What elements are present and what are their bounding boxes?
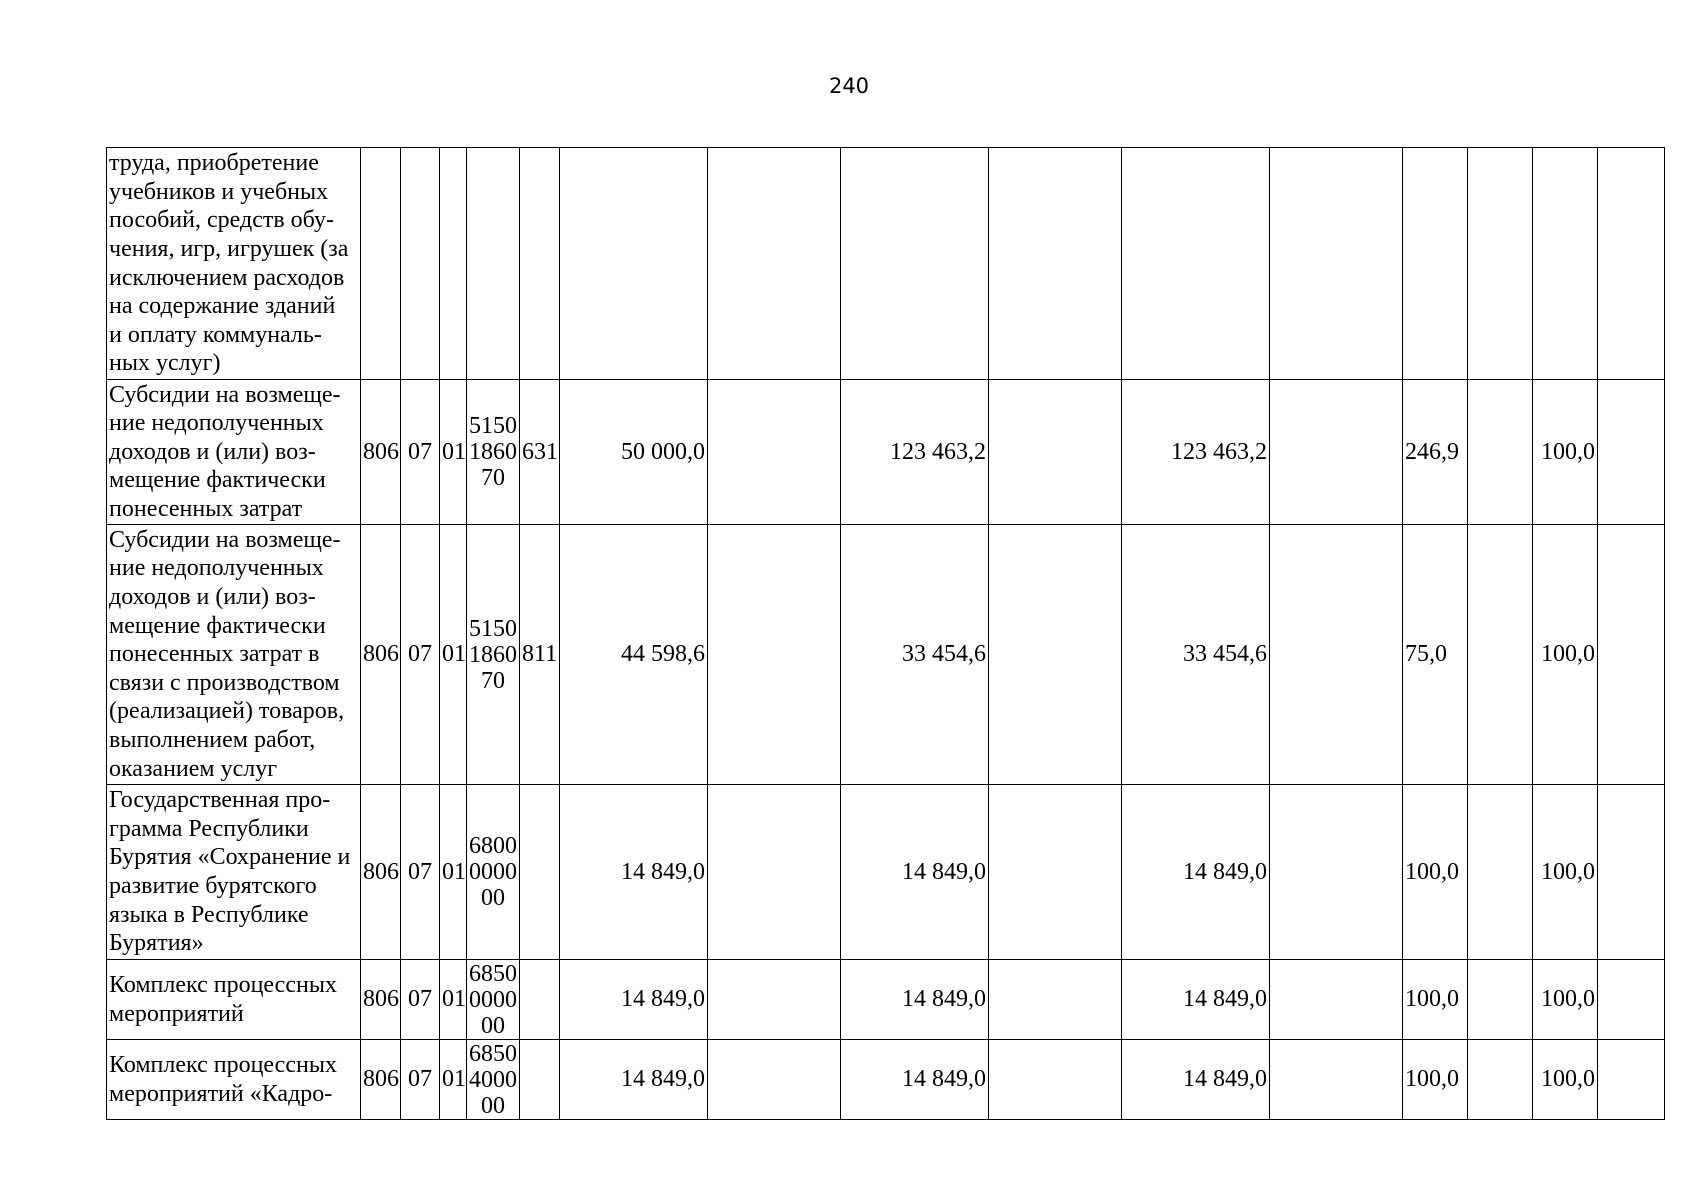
ministry-code: 806 xyxy=(361,380,401,525)
percent-of-plan: 100,0 xyxy=(1403,960,1468,1040)
ministry-code: 806 xyxy=(361,525,401,785)
plan-amount: 50 000,0 xyxy=(560,380,708,525)
empty-cell xyxy=(1598,785,1665,960)
ministry-code: 806 xyxy=(361,785,401,960)
plan-amount: 14 849,0 xyxy=(560,785,708,960)
percent-of-estimate: 100,0 xyxy=(1533,960,1598,1040)
empty-cell xyxy=(989,1040,1122,1120)
row-name: Комплекс процессных мероприятий «Кадро- xyxy=(107,1040,361,1120)
table-row xyxy=(107,785,1665,960)
expense-type-code: 631 xyxy=(520,380,560,525)
percent-of-estimate: 100,0 xyxy=(1533,525,1598,785)
plan-amount: 14 849,0 xyxy=(560,1040,708,1120)
percent-of-plan: 246,9 xyxy=(1403,380,1468,525)
empty-cell xyxy=(708,785,841,960)
empty-cell xyxy=(989,148,1122,380)
estimated-amount: 123 463,2 xyxy=(841,380,989,525)
empty-cell xyxy=(708,380,841,525)
row-name: Субсидии на возмеще- ние недополученных доходов и (или) воз- мещение фактически понесенных затрат xyxy=(107,380,361,525)
empty-cell xyxy=(1468,960,1533,1040)
estimated-amount: 14 849,0 xyxy=(841,1040,989,1120)
ministry-code xyxy=(361,148,401,380)
estimated-amount: 14 849,0 xyxy=(841,960,989,1040)
percent-of-plan: 100,0 xyxy=(1403,1040,1468,1120)
empty-cell xyxy=(708,960,841,1040)
section-code: 07 xyxy=(401,1040,440,1120)
expense-type-code xyxy=(520,1040,560,1120)
empty-cell xyxy=(1270,148,1403,380)
empty-cell xyxy=(1468,380,1533,525)
percent-of-plan: 100,0 xyxy=(1403,785,1468,960)
target-article-code: 5150 1860 70 xyxy=(467,380,520,525)
executed-amount xyxy=(1122,148,1270,380)
budget-table xyxy=(106,147,1665,1120)
subsection-code: 01 xyxy=(440,525,467,785)
section-code: 07 xyxy=(401,525,440,785)
empty-cell xyxy=(989,380,1122,525)
estimated-amount: 14 849,0 xyxy=(841,785,989,960)
empty-cell xyxy=(1270,960,1403,1040)
empty-cell xyxy=(989,785,1122,960)
executed-amount: 33 454,6 xyxy=(1122,525,1270,785)
subsection-code: 01 xyxy=(440,1040,467,1120)
expense-type-code xyxy=(520,148,560,380)
percent-of-plan: 75,0 xyxy=(1403,525,1468,785)
section-code: 07 xyxy=(401,380,440,525)
ministry-code: 806 xyxy=(361,960,401,1040)
empty-cell xyxy=(1468,785,1533,960)
row-name: труда, приобретение учебников и учебных пособий, средств обу- чения, игр, игрушек (за исключением расходов на содержание зданий и оплату коммуналь- ных услуг) xyxy=(107,148,361,380)
empty-cell xyxy=(1468,1040,1533,1120)
target-article-code: 6850 4000 00 xyxy=(467,1040,520,1120)
estimated-amount: 33 454,6 xyxy=(841,525,989,785)
subsection-code xyxy=(440,148,467,380)
table-row xyxy=(107,1040,1665,1120)
table-row xyxy=(107,525,1665,785)
section-code: 07 xyxy=(401,960,440,1040)
percent-of-estimate: 100,0 xyxy=(1533,380,1598,525)
percent-of-estimate xyxy=(1533,148,1598,380)
percent-of-plan xyxy=(1403,148,1468,380)
empty-cell xyxy=(1598,960,1665,1040)
executed-amount: 14 849,0 xyxy=(1122,785,1270,960)
target-article-code xyxy=(467,148,520,380)
table-row xyxy=(107,960,1665,1040)
empty-cell xyxy=(708,148,841,380)
row-name: Государственная про- грамма Республики Бурятия «Сохранение и развитие бурятского языка в Республике Бурятия» xyxy=(107,785,361,960)
executed-amount: 14 849,0 xyxy=(1122,1040,1270,1120)
empty-cell xyxy=(989,525,1122,785)
expense-type-code xyxy=(520,960,560,1040)
empty-cell xyxy=(989,960,1122,1040)
executed-amount: 123 463,2 xyxy=(1122,380,1270,525)
section-code: 07 xyxy=(401,785,440,960)
ministry-code: 806 xyxy=(361,1040,401,1120)
page-number: 240 xyxy=(828,74,870,98)
empty-cell xyxy=(708,1040,841,1120)
empty-cell xyxy=(1598,1040,1665,1120)
plan-amount: 14 849,0 xyxy=(560,960,708,1040)
section-code xyxy=(401,148,440,380)
executed-amount: 14 849,0 xyxy=(1122,960,1270,1040)
empty-cell xyxy=(1270,785,1403,960)
row-name: Субсидии на возмеще- ние недополученных доходов и (или) воз- мещение фактически понесенных затрат в связи с производством (реализацией) товаров, выполнением работ, оказанием услуг xyxy=(107,525,361,785)
empty-cell xyxy=(1598,380,1665,525)
subsection-code: 01 xyxy=(440,960,467,1040)
plan-amount xyxy=(560,148,708,380)
estimated-amount xyxy=(841,148,989,380)
expense-type-code xyxy=(520,785,560,960)
empty-cell xyxy=(708,525,841,785)
subsection-code: 01 xyxy=(440,380,467,525)
empty-cell xyxy=(1598,148,1665,380)
row-name: Комплекс процессных мероприятий xyxy=(107,960,361,1040)
empty-cell xyxy=(1598,525,1665,785)
target-article-code: 6800 0000 00 xyxy=(467,785,520,960)
target-article-code: 6850 0000 00 xyxy=(467,960,520,1040)
empty-cell xyxy=(1468,148,1533,380)
subsection-code: 01 xyxy=(440,785,467,960)
percent-of-estimate: 100,0 xyxy=(1533,1040,1598,1120)
target-article-code: 5150 1860 70 xyxy=(467,525,520,785)
empty-cell xyxy=(1270,525,1403,785)
plan-amount: 44 598,6 xyxy=(560,525,708,785)
expense-type-code: 811 xyxy=(520,525,560,785)
empty-cell xyxy=(1270,380,1403,525)
empty-cell xyxy=(1270,1040,1403,1120)
table-row xyxy=(107,148,1665,380)
percent-of-estimate: 100,0 xyxy=(1533,785,1598,960)
empty-cell xyxy=(1468,525,1533,785)
table-row xyxy=(107,380,1665,525)
